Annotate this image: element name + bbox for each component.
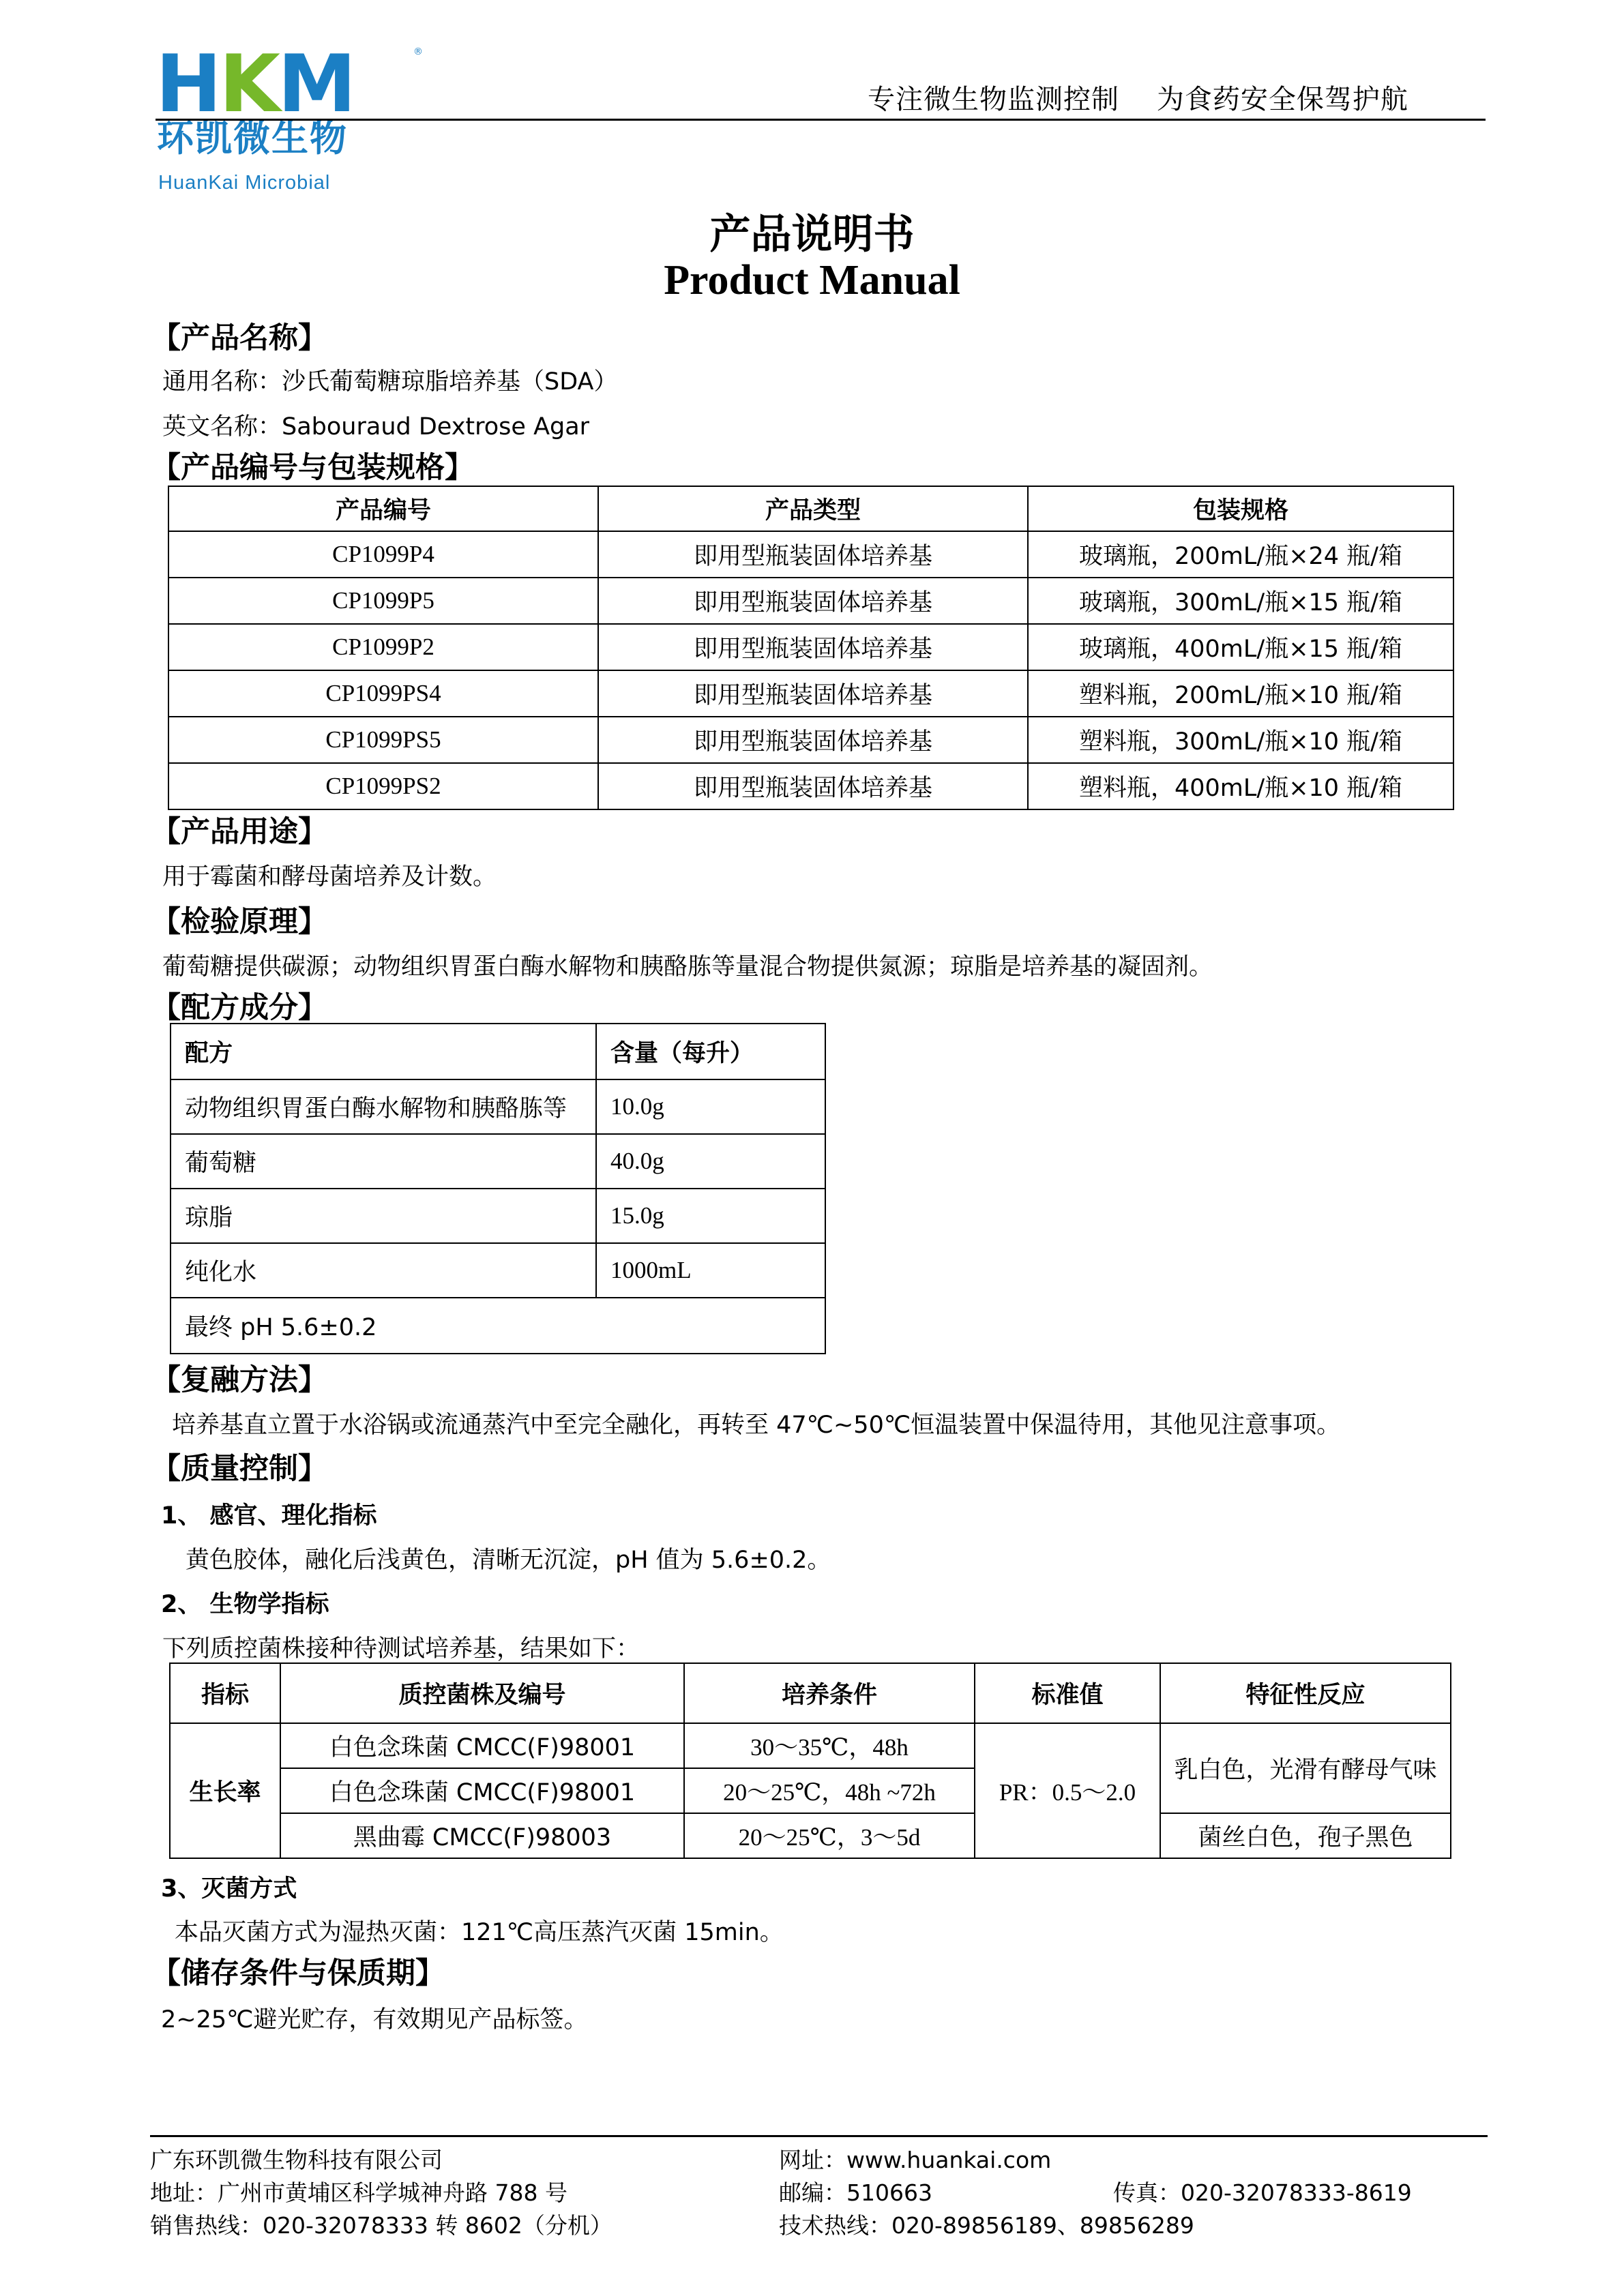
ingredient: 纯化水	[171, 1243, 596, 1298]
section-heading-storage: 【储存条件与保质期】	[151, 1956, 445, 1991]
package-spec: 塑料瓶，400mL/瓶×10 瓶/箱	[1028, 763, 1453, 809]
qc-item3-text: 本品灭菌方式为湿热灭菌：121℃高压蒸汽灭菌 15min。	[175, 1919, 784, 1946]
registered-mark: ®	[413, 46, 423, 57]
reaction: 乳白色，光滑有酵母气味	[1160, 1723, 1451, 1813]
strain: 黑曲霉 CMCC(F)98003	[280, 1813, 684, 1858]
qc-item3-title: 3、灭菌方式	[161, 1875, 297, 1903]
qc-item2-title: 2、 生物学指标	[161, 1591, 329, 1618]
header-slogan: 专注微生物监测控制 为食药安全保驾护航	[868, 84, 1408, 115]
table-header-row	[168, 486, 1453, 531]
table-row	[171, 1298, 825, 1354]
ingredient: 动物组织胃蛋白酶水解物和胰酪胨等	[171, 1079, 596, 1134]
ingredient: 葡萄糖	[171, 1134, 596, 1189]
header-condition: 培养条件	[684, 1663, 975, 1723]
logo-chinese-name: 环凯微生物	[157, 117, 348, 160]
usage-text: 用于霉菌和酵母菌培养及计数。	[162, 863, 497, 891]
section-heading-qc: 【质量控制】	[151, 1452, 327, 1486]
section-heading-name: 【产品名称】	[151, 321, 327, 355]
product-code: CP1099PS5	[168, 717, 598, 763]
table-header-row	[170, 1663, 1451, 1723]
logo-letters	[156, 38, 354, 130]
product-type: 即用型瓶装固体培养基	[598, 763, 1028, 809]
section-heading-melt: 【复融方法】	[151, 1363, 327, 1397]
header-package-spec: 包装规格	[1028, 486, 1453, 531]
header-reaction: 特征性反应	[1160, 1663, 1451, 1723]
amount: 40.0g	[596, 1134, 825, 1189]
qc-item2-intro: 下列质控菌株接种待测试培养基，结果如下：	[162, 1635, 640, 1663]
table-row	[168, 763, 1453, 809]
footer-sales-hotline: 销售热线：020-32078333 转 8602（分机）	[150, 2212, 612, 2239]
header-product-type: 产品类型	[598, 486, 1028, 531]
header-amount: 含量（每升）	[596, 1024, 825, 1079]
product-type: 即用型瓶装固体培养基	[598, 578, 1028, 624]
section-heading-formula: 【配方成分】	[151, 991, 327, 1025]
table-row	[171, 1189, 825, 1243]
table-row	[168, 531, 1453, 578]
final-ph: 最终 pH 5.6±0.2	[171, 1298, 825, 1354]
footer-tech-hotline: 技术热线：020-89856189、89856289	[779, 2212, 1194, 2239]
reaction: 菌丝白色，孢子黑色	[1160, 1813, 1451, 1858]
qc-item1-text: 黄色胶体，融化后浅黄色，清晰无沉淀，pH 值为 5.6±0.2。	[186, 1547, 831, 1574]
table-row	[171, 1243, 825, 1298]
product-code: CP1099P5	[168, 578, 598, 624]
section-heading-principle: 【检验原理】	[151, 905, 327, 939]
product-code: CP1099P4	[168, 531, 598, 578]
footer-fax: 传真：020-32078333-8619	[1113, 2179, 1412, 2206]
footer-website: 网址：www.huankai.com	[779, 2147, 1052, 2173]
page-title-chinese: 产品说明书	[709, 211, 915, 258]
english-name: 英文名称：Sabouraud Dextrose Agar	[162, 413, 590, 441]
section-heading-packaging: 【产品编号与包装规格】	[151, 451, 474, 485]
footer-company: 广东环凯微生物科技有限公司	[150, 2147, 443, 2173]
section-heading-usage: 【产品用途】	[151, 815, 327, 849]
table-row	[170, 1813, 1451, 1858]
page-title-english: Product Manual	[664, 257, 960, 303]
header-divider	[156, 119, 1486, 121]
product-type: 即用型瓶装固体培养基	[598, 624, 1028, 670]
packaging-table	[168, 486, 1454, 810]
indicator: 生长率	[170, 1723, 280, 1858]
logo-letter: K	[219, 38, 278, 130]
table-row	[168, 717, 1453, 763]
package-spec: 玻璃瓶，200mL/瓶×24 瓶/箱	[1028, 531, 1453, 578]
product-type: 即用型瓶装固体培养基	[598, 531, 1028, 578]
table-row	[168, 578, 1453, 624]
product-code: CP1099PS4	[168, 670, 598, 717]
logo-letter: M	[277, 38, 354, 130]
condition: 20～25℃，48h ~72h	[684, 1768, 975, 1813]
package-spec: 玻璃瓶，400mL/瓶×15 瓶/箱	[1028, 624, 1453, 670]
header-indicator: 指标	[170, 1663, 280, 1723]
condition: 20～25℃，3～5d	[684, 1813, 975, 1858]
footer-address: 地址：广州市黄埔区科学城神舟路 788 号	[150, 2179, 567, 2206]
standard-value: PR：0.5～2.0	[975, 1723, 1160, 1858]
logo-letter: H	[156, 38, 220, 130]
principle-text: 葡萄糖提供碳源；动物组织胃蛋白酶水解物和胰酪胨等量混合物提供氮源；琼脂是培养基的凝固剂。	[162, 953, 1213, 981]
common-name: 通用名称：沙氏葡萄糖琼脂培养基（SDA）	[162, 368, 618, 396]
amount: 15.0g	[596, 1189, 825, 1243]
table-row	[171, 1134, 825, 1189]
strain: 白色念珠菌 CMCC(F)98001	[280, 1768, 684, 1813]
storage-text: 2~25℃避光贮存，有效期见产品标签。	[161, 2006, 588, 2033]
amount: 10.0g	[596, 1079, 825, 1134]
logo-english-name: HuanKai Microbial	[158, 172, 331, 194]
product-type: 即用型瓶装固体培养基	[598, 717, 1028, 763]
table-row	[168, 624, 1453, 670]
product-code: CP1099PS2	[168, 763, 598, 809]
strain: 白色念珠菌 CMCC(F)98001	[280, 1723, 684, 1768]
table-row	[170, 1723, 1451, 1768]
product-code: CP1099P2	[168, 624, 598, 670]
header-product-code: 产品编号	[168, 486, 598, 531]
qc-item1-title: 1、 感官、理化指标	[161, 1502, 377, 1530]
package-spec: 塑料瓶，300mL/瓶×10 瓶/箱	[1028, 717, 1453, 763]
header-standard: 标准值	[975, 1663, 1160, 1723]
ingredient: 琼脂	[171, 1189, 596, 1243]
product-type: 即用型瓶装固体培养基	[598, 670, 1028, 717]
company-logo	[156, 38, 428, 194]
table-header-row	[171, 1024, 825, 1079]
header-formula: 配方	[171, 1024, 596, 1079]
footer-postcode: 邮编：510663	[779, 2179, 932, 2206]
melt-text: 培养基直立置于水浴锅或流通蒸汽中至完全融化，再转至 47℃~50℃恒温装置中保温待用，其他见注意事项。	[172, 1412, 1341, 1439]
header-strain: 质控菌株及编号	[280, 1663, 684, 1723]
condition: 30～35℃，48h	[684, 1723, 975, 1768]
table-row	[168, 670, 1453, 717]
qc-table	[169, 1663, 1451, 1859]
package-spec: 玻璃瓶，300mL/瓶×15 瓶/箱	[1028, 578, 1453, 624]
package-spec: 塑料瓶，200mL/瓶×10 瓶/箱	[1028, 670, 1453, 717]
table-row	[171, 1079, 825, 1134]
formula-table	[170, 1023, 826, 1354]
footer-divider	[150, 2135, 1488, 2137]
amount: 1000mL	[596, 1243, 825, 1298]
